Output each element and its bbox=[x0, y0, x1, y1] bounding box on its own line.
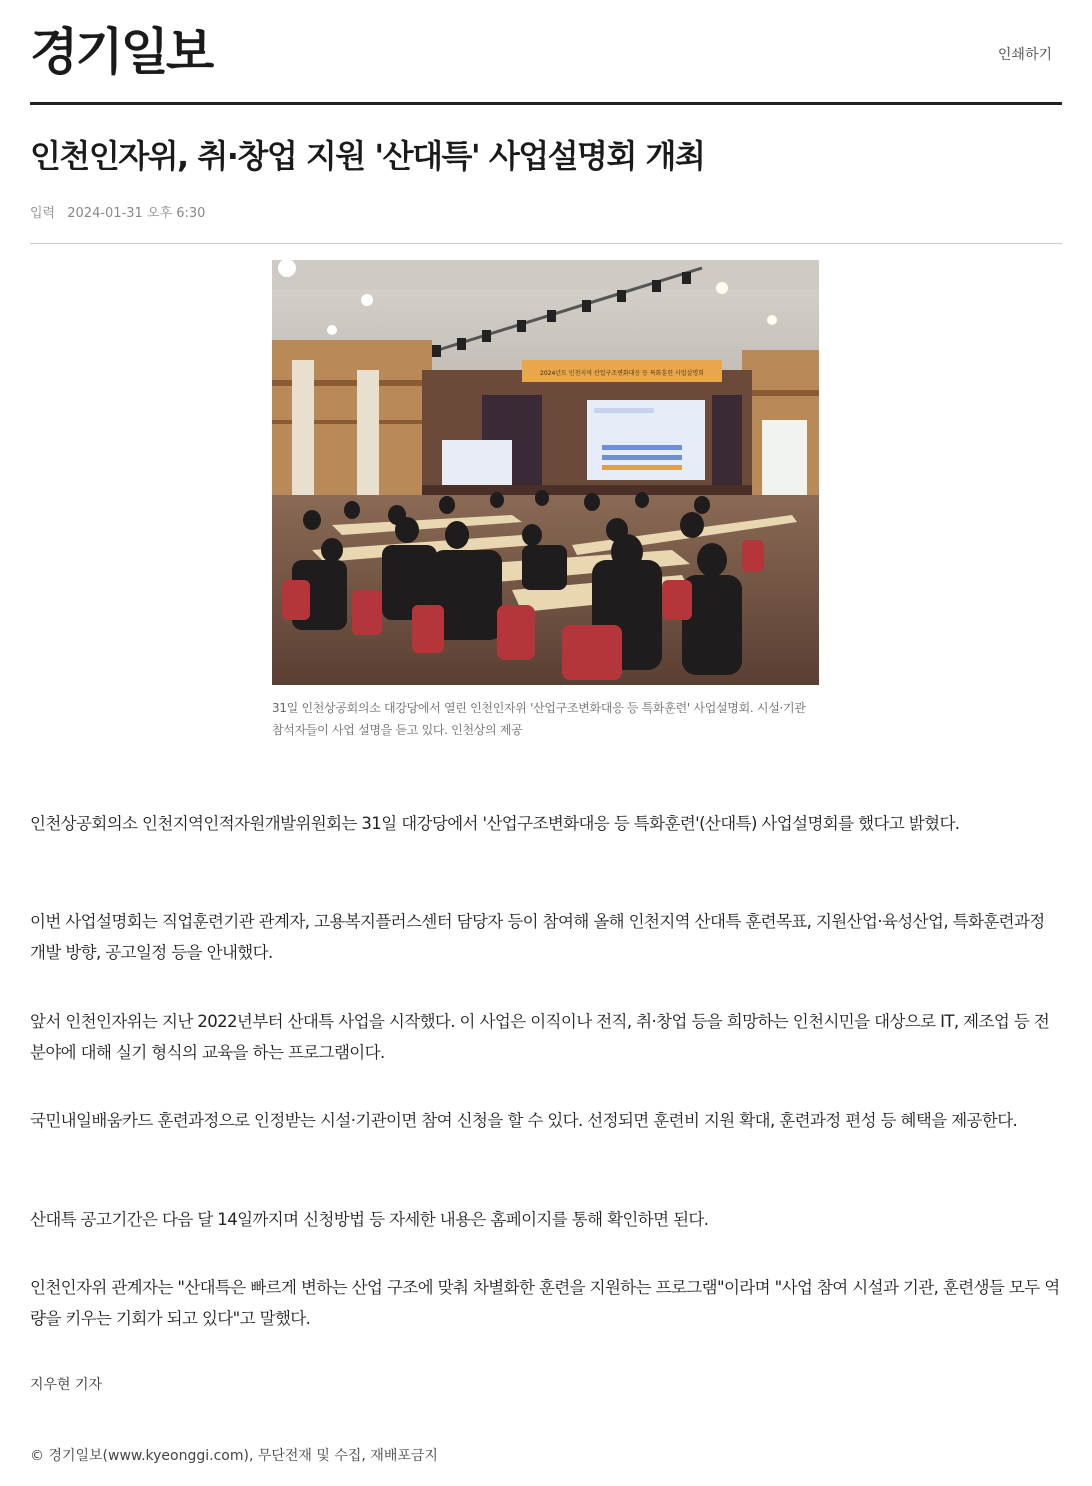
copyright-notice: © 경기일보(www.kyeonggi.com), 무단전재 및 수집, 재배포금지 bbox=[30, 1448, 438, 1464]
publish-date: 2024-01-31 오후 6:30 bbox=[67, 206, 206, 221]
date-label: 입력 bbox=[30, 206, 56, 221]
title-divider bbox=[30, 243, 1062, 244]
article-paragraph: 인천상공회의소 인천지역인적자원개발위원회는 31일 대강당에서 '산업구조변화대응 등 특화훈련'(산대특) 사업설명회를 했다고 밝혔다. bbox=[30, 814, 960, 833]
article-paragraph: 앞서 인천인자위는 지난 2022년부터 산대특 사업을 시작했다. 이 사업은 이직이나 전직, 취·창업 등을 희망하는 인천시민을 대상으로 IT, 제조업 등 전 분야에 대해 실기 형식의 교육을 하는 프로그램이다. bbox=[30, 1012, 1050, 1062]
article-paragraph: 국민내일배움카드 훈련과정으로 인정받는 시설·기관이면 참여 신청을 할 수 있다. 선정되면 훈련비 지원 확대, 훈련과정 편성 등 혜택을 제공한다. bbox=[30, 1111, 1018, 1130]
article-byline: 지우현 기자 bbox=[30, 1377, 103, 1393]
article-paragraph: 이번 사업설명회는 직업훈련기관 관계자, 고용복지플러스센터 담당자 등이 참여해 올해 인천지역 산대특 훈련목표, 지원산업·육성산업, 특화훈련과정 개발 방향, 공고일정 등을 안내했다. bbox=[30, 912, 1045, 962]
masthead bbox=[30, 22, 1062, 105]
print-button[interactable]: 인쇄하기 bbox=[997, 47, 1052, 63]
article-paragraph: 인천인자위 관계자는 "산대특은 빠르게 변하는 산업 구조에 맞춰 차별화한 훈련을 지원하는 프로그램"이라며 "사업 참여 시설과 기관, 훈련생들 모두 역량을 키우는 기회가 되고 있다"고 말했다. bbox=[30, 1278, 1060, 1328]
stage-banner-text: 2024년도 인천지역 산업구조변화대응 등 특화훈련 사업설명회 bbox=[540, 370, 704, 377]
site-logo[interactable]: 경기일보 bbox=[30, 22, 212, 81]
article-title: 인천인자위, 취·창업 지원 '산대특' 사업설명회 개최 bbox=[30, 137, 705, 175]
article-photo bbox=[272, 260, 819, 685]
article-dateline bbox=[30, 202, 205, 221]
article-paragraph: 산대특 공고기간은 다음 달 14일까지며 신청방법 등 자세한 내용은 홈페이지를 통해 확인하면 된다. bbox=[30, 1210, 709, 1229]
image-caption: 31일 인천상공회의소 대강당에서 열린 인천인자위 '산업구조변화대응 등 특화훈련' 사업설명회. 시설·기관 참석자들이 사업 설명을 듣고 있다. 인천상의 제공 bbox=[272, 701, 806, 737]
